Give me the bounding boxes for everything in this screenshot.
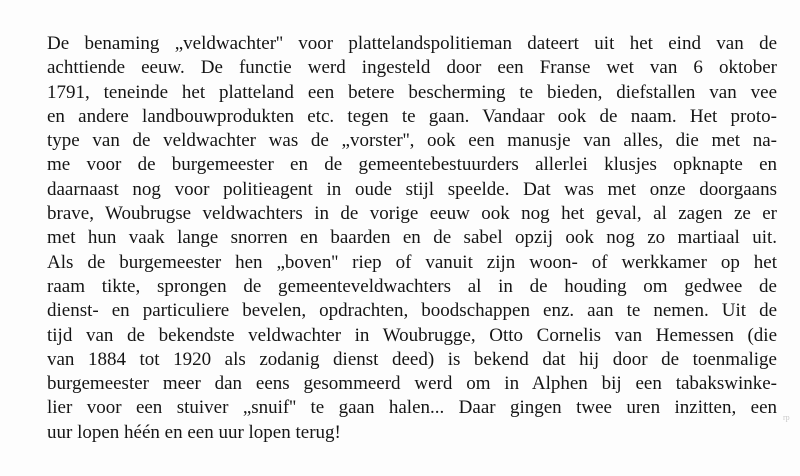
text-line: achttiende eeuw. De functie werd ingesteld door een Franse wet van 6 oktober [47, 57, 777, 79]
text-line: Als de burgemeester hen „boven'' riep of vanuit zijn woon- of werkkamer op het [47, 251, 777, 273]
margin-mark: rp [783, 413, 790, 422]
text-line: lier voor een stuiver „snuif'' te gaan halen... Daar gingen twee uren inzitten, een [47, 397, 777, 419]
text-line: tijd van de bekendste veldwachter in Woubrugge, Otto Cornelis van Hemessen (die [47, 324, 777, 346]
text-line: raam tikte, sprongen de gemeenteveldwachters al in de houding om gedwee de [47, 275, 777, 297]
text-line: me voor de burgemeester en de gemeentebestuurders allerlei klusjes opknapte en [47, 154, 777, 176]
text-line: dienst- en particuliere bevelen, opdrachten, boodschappen enz. aan te nemen. Uit de [47, 300, 777, 322]
text-line: De benaming „veldwachter'' voor plattelandspolitieman dateert uit het eind van de [47, 33, 777, 54]
text-line: met hun vaak lange snorren en baarden en de sabel opzij ook nog zo martiaal uit. [47, 227, 777, 249]
text-line: 1791, teneinde het platteland een betere bescherming te bieden, diefstallen van vee [47, 81, 777, 103]
text-line: uur lopen héén en een uur lopen terug! [47, 421, 341, 443]
body-paragraph [47, 32, 777, 445]
text-line: van 1884 tot 1920 als zodanig dienst deed) is bekend dat hij door de toenmalige [47, 348, 777, 370]
text-line: burgemeester meer dan eens gesommeerd werd om in Alphen bij een tabakswinke- [47, 373, 777, 395]
text-line: daarnaast nog voor politieagent in oude stijl speelde. Dat was met onze doorgaans [47, 178, 777, 200]
text-line: en andere landbouwprodukten etc. tegen te gaan. Vandaar ook de naam. Het proto- [47, 105, 777, 127]
text-line: brave, Woubrugse veldwachters in de vorige eeuw ook nog het geval, al zagen ze er [47, 203, 777, 225]
text-line: type van de veldwachter was de „vorster'', ook een manusje van alles, die met na- [47, 130, 777, 152]
